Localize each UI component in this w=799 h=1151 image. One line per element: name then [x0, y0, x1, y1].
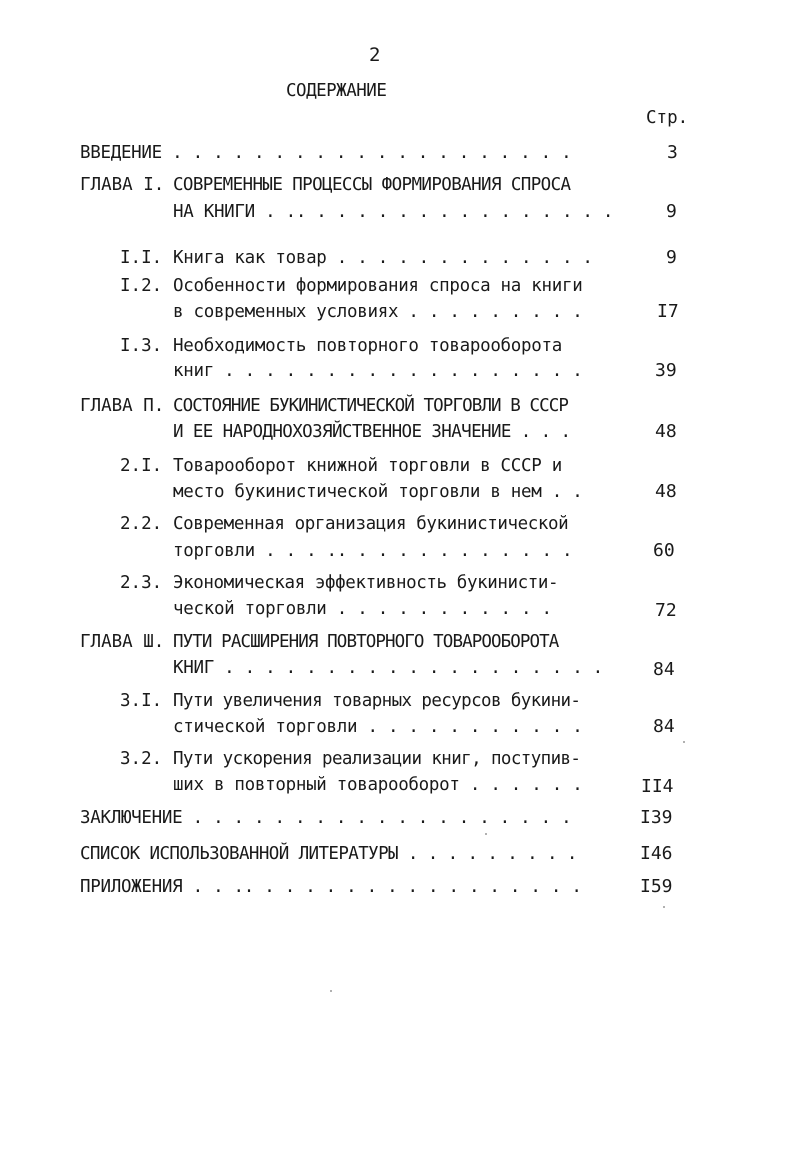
toc-line-chapter-1-a: СОВРЕМЕННЫЕ ПРОЦЕССЫ ФОРМИРОВАНИЯ СПРОСА — [173, 175, 571, 195]
toc-label-2-3: 2.3. — [120, 573, 163, 593]
toc-line-references: СПИСОК ИСПОЛЬЗОВАННОЙ ЛИТЕРАТУРЫ . . . . . . . . . — [80, 844, 577, 864]
toc-line-chapter-2-b: И ЕЕ НАРОДНОХОЗЯЙСТВЕННОЕ ЗНАЧЕНИЕ . . . — [173, 422, 571, 442]
toc-line-3-2-b: ших в повторный товарооборот . . . . . . — [173, 775, 583, 795]
scan-speck — [485, 833, 487, 835]
toc-title: СОДЕРЖАНИЕ — [286, 81, 387, 101]
toc-page-chapter-2: 48 — [655, 421, 677, 442]
toc-page-chapter-3: 84 — [653, 659, 675, 680]
toc-label-1-3: I.3. — [120, 336, 163, 356]
toc-line-appendices: ПРИЛОЖЕНИЯ . . .. . . . . . . . . . . . . . . . . — [80, 877, 582, 897]
toc-line-3-2-a: Пути ускорения реализации книг, поступив- — [173, 749, 581, 769]
toc-line-chapter-2-a: СОСТОЯНИЕ БУКИНИСТИЧЕСКОЙ ТОРГОВЛИ В СССР — [173, 396, 569, 416]
toc-label-2-2: 2.2. — [120, 514, 163, 534]
pages-column-header: Стр. — [646, 108, 689, 128]
toc-label-chapter-3: ГЛАВА Ш. — [80, 632, 165, 652]
page-number: 2 — [369, 44, 381, 66]
toc-line-1-2-b: в современных условиях . . . . . . . . . — [173, 302, 583, 322]
toc-page-2-1: 48 — [655, 481, 677, 502]
toc-label-3-1: 3.I. — [120, 691, 163, 711]
scan-speck — [683, 741, 685, 743]
toc-page-references: I46 — [640, 843, 673, 864]
toc-page-3-1: 84 — [653, 716, 675, 737]
toc-line-2-3-a: Экономическая эффективность букинисти- — [173, 573, 559, 593]
toc-page-3-2: II4 — [641, 776, 674, 797]
toc-label-1-1: I.I. — [120, 248, 163, 268]
toc-page-2-3: 72 — [655, 600, 677, 621]
toc-line-1-1: Книга как товар . . . . . . . . . . . . . — [173, 248, 593, 268]
toc-label-1-2: I.2. — [120, 276, 163, 296]
toc-label-3-2: 3.2. — [120, 749, 163, 769]
toc-page-appendices: I59 — [640, 876, 673, 897]
toc-page-2-2: 60 — [653, 540, 675, 561]
toc-line-2-2-b: торговли . . . .. . . . . . . . . . . . — [173, 541, 573, 561]
toc-line-1-2-a: Особенности формирования спроса на книги — [173, 276, 583, 296]
toc-line-2-3-b: ческой торговли . . . . . . . . . . . — [173, 599, 552, 619]
toc-label-chapter-2: ГЛАВА П. — [80, 396, 165, 416]
toc-page-conclusion: I39 — [640, 807, 673, 828]
toc-line-2-2-a: Современная организация букинистической — [173, 514, 569, 534]
toc-page-1-1: 9 — [666, 247, 677, 268]
toc-line-3-1-a: Пути увеличения товарных ресурсов букини- — [173, 691, 581, 711]
scan-speck — [663, 906, 665, 908]
toc-page-introduction: 3 — [667, 142, 678, 163]
toc-line-3-1-b: стической торговли . . . . . . . . . . . — [173, 717, 583, 737]
toc-line-conclusion: ЗАКЛЮЧЕНИЕ . . . . . . . . . . . . . . . . . . . — [80, 808, 572, 828]
toc-line-chapter-3-b: КНИГ . . . . . . . . . . . . . . . . . . . — [173, 658, 603, 678]
toc-line-chapter-3-a: ПУТИ РАСШИРЕНИЯ ПОВТОРНОГО ТОВАРООБОРОТА — [173, 632, 559, 652]
toc-line-chapter-1-b: НА КНИГИ . .. . . . . . . . . . . . . . . . — [173, 202, 614, 222]
scan-speck — [330, 990, 332, 992]
toc-label-2-1: 2.I. — [120, 456, 163, 476]
toc-line-2-1-a: Товарооборот книжной торговли в СССР и — [173, 456, 562, 476]
toc-line-1-3-b: книг . . . . . . . . . . . . . . . . . . — [173, 361, 583, 381]
toc-line-introduction: ВВЕДЕНИЕ . . . . . . . . . . . . . . . . . . . . — [80, 143, 572, 163]
toc-line-1-3-a: Необходимость повторного товарооборота — [173, 336, 562, 356]
toc-page-1-2: I7 — [657, 301, 679, 322]
toc-page-chapter-1: 9 — [666, 201, 677, 222]
toc-label-chapter-1: ГЛАВА I. — [80, 175, 165, 195]
toc-line-2-1-b: место букинистической торговли в нем . . — [173, 482, 583, 502]
toc-page-1-3: 39 — [655, 360, 677, 381]
